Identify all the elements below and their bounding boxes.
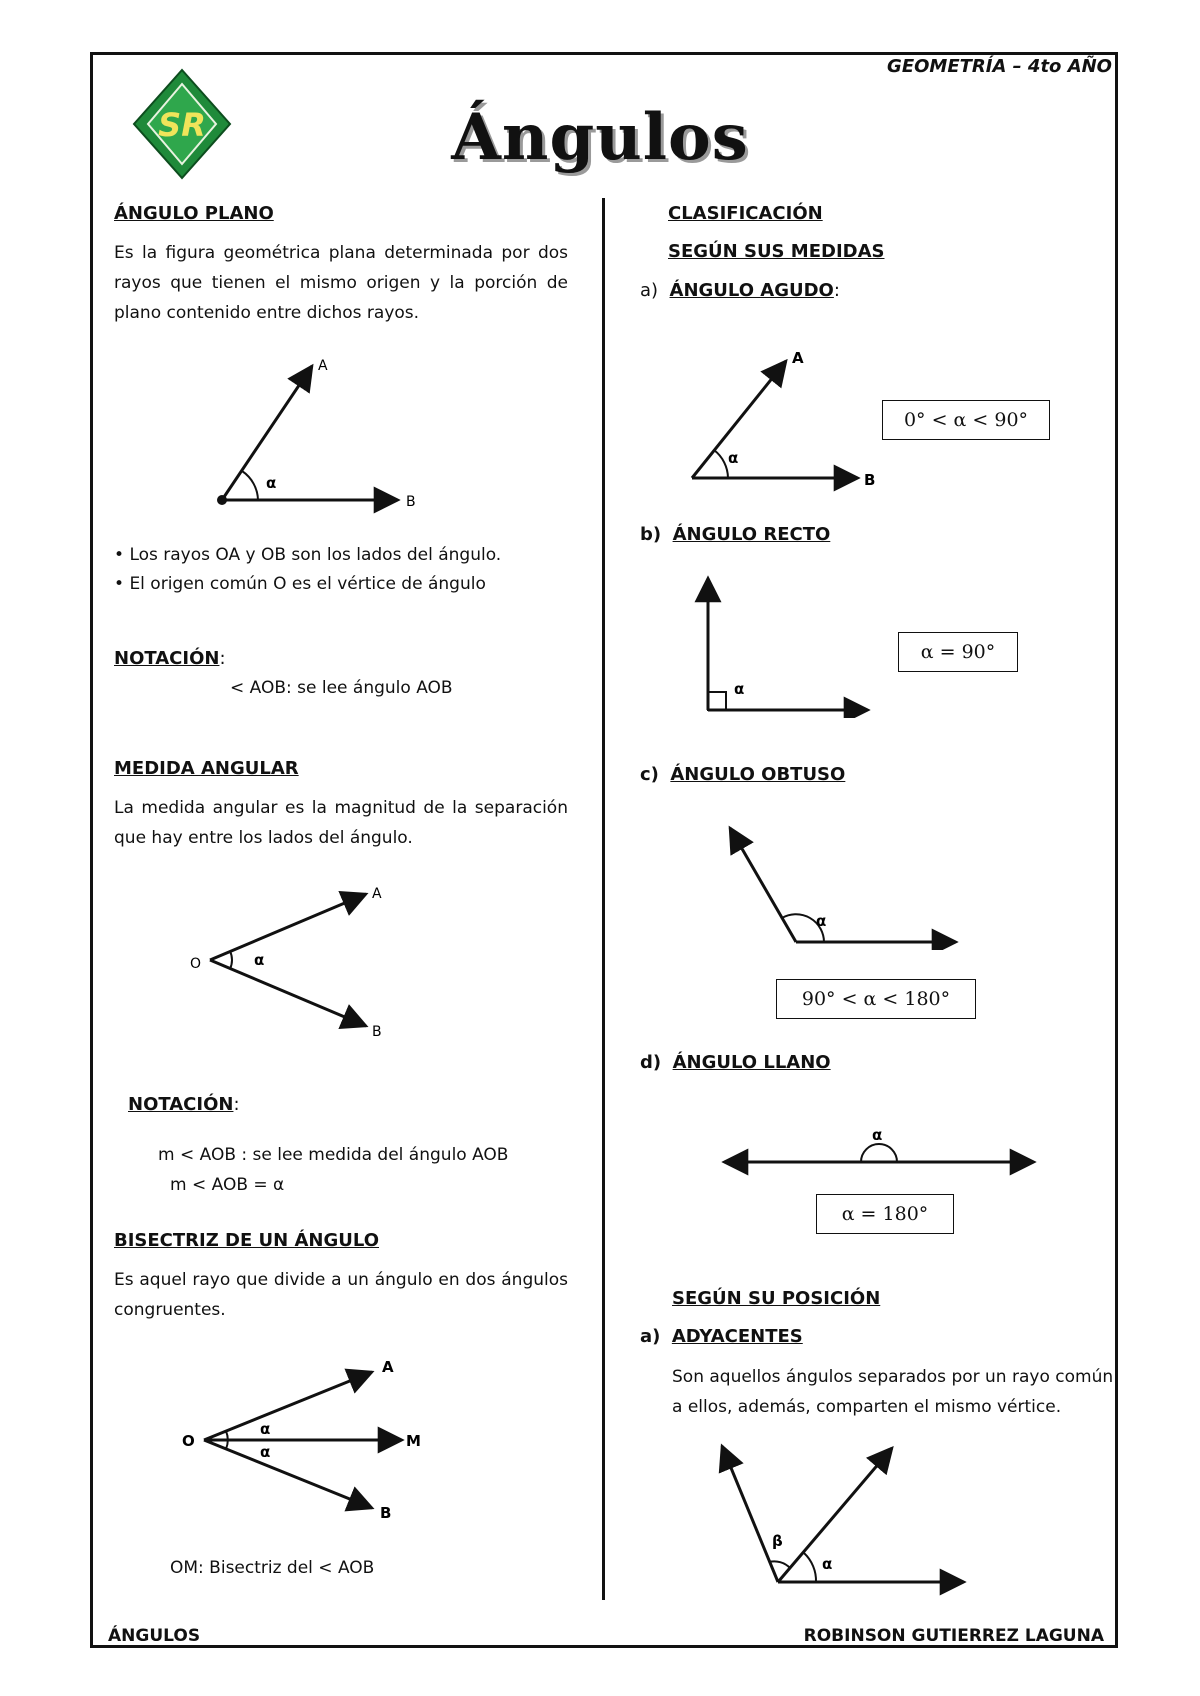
angle-arc-alpha bbox=[804, 1553, 816, 1582]
notation-2-line2: m < AOB = α bbox=[170, 1175, 285, 1195]
paragraph-adyacentes: Son aquellos ángulos separados por un rayo común a ellos, además, comparten el mismo vértice. bbox=[672, 1367, 1114, 1417]
angle-arc bbox=[242, 471, 258, 500]
logo-letters: SR bbox=[158, 106, 206, 144]
figure-obtuse bbox=[720, 820, 970, 950]
formula-straight: α = 180° bbox=[816, 1194, 954, 1234]
label-a: A bbox=[792, 349, 804, 367]
label-alpha: α bbox=[872, 1126, 883, 1144]
label-b: B bbox=[380, 1504, 392, 1522]
subject-header: GEOMETRÍA – 4to AÑO bbox=[887, 56, 1112, 77]
ray-oa bbox=[204, 1372, 372, 1440]
bullet-2: • El origen común O es el vértice de ángulo bbox=[114, 574, 486, 594]
label-alpha: α bbox=[254, 951, 265, 969]
subheading-segun-medidas: SEGÚN SUS MEDIDAS bbox=[668, 241, 885, 262]
notation-2-heading: NOTACIÓN: bbox=[128, 1094, 240, 1115]
footer-right: ROBINSON GUTIERREZ LAGUNA bbox=[803, 1626, 1104, 1646]
figure-angle-plane bbox=[200, 350, 440, 520]
label-a: A bbox=[372, 886, 382, 902]
heading-clasificacion: CLASIFICACIÓN bbox=[668, 203, 823, 224]
caption-bisectriz: OM: Bisectriz del < AOB bbox=[170, 1558, 375, 1578]
label-alpha: α bbox=[816, 912, 827, 930]
label-o: O bbox=[190, 956, 202, 972]
label-b: B bbox=[864, 471, 876, 489]
formula-acute: 0° < α < 90° bbox=[882, 400, 1050, 440]
label-alpha: α bbox=[728, 449, 739, 467]
angle-arc bbox=[230, 951, 232, 969]
notation-2-line1: m < AOB : se lee medida del ángulo AOB bbox=[158, 1145, 509, 1165]
page-title: Ángulos bbox=[451, 100, 749, 175]
label-b: B bbox=[406, 494, 416, 510]
item-b-heading: b) ÁNGULO RECTO bbox=[640, 524, 831, 545]
ray-oa bbox=[210, 894, 366, 960]
angle-arc bbox=[861, 1144, 897, 1162]
label-alpha: α bbox=[266, 474, 277, 492]
formula-right: α = 90° bbox=[898, 632, 1018, 672]
label-a: A bbox=[382, 1358, 394, 1376]
ray-left bbox=[730, 828, 796, 942]
item-d-heading: d) ÁNGULO LLANO bbox=[640, 1052, 831, 1073]
label-alpha-2: α bbox=[260, 1443, 271, 1461]
label-b: B bbox=[372, 1024, 382, 1040]
column-divider bbox=[602, 198, 605, 1600]
ray-middle bbox=[778, 1448, 892, 1582]
formula-obtuse: 90° < α < 180° bbox=[776, 979, 976, 1019]
notation-1-text: < AOB: se lee ángulo AOB bbox=[230, 678, 453, 698]
ray-ob bbox=[210, 960, 366, 1026]
label-a: A bbox=[318, 358, 328, 374]
heading-angulo-plano: ÁNGULO PLANO bbox=[114, 203, 274, 224]
label-m: M bbox=[406, 1432, 421, 1450]
heading-medida-angular: MEDIDA ANGULAR bbox=[114, 758, 299, 779]
notation-1-heading: NOTACIÓN: bbox=[114, 648, 226, 669]
figure-bisector bbox=[170, 1350, 440, 1530]
subheading-segun-posicion: SEGÚN SU POSICIÓN bbox=[672, 1288, 881, 1309]
heading-bisectriz: BISECTRIZ DE UN ÁNGULO bbox=[114, 1230, 380, 1251]
paragraph-medida-angular: La medida angular es la magnitud de la separación que hay entre los lados del ángulo. bbox=[114, 798, 568, 848]
label-o: O bbox=[182, 1432, 195, 1450]
label-alpha-1: α bbox=[260, 1420, 271, 1438]
ray-ob bbox=[204, 1440, 372, 1508]
item-a-heading: a) ÁNGULO AGUDO: bbox=[640, 280, 840, 301]
angle-arc bbox=[714, 450, 728, 478]
figure-right bbox=[690, 568, 890, 718]
paragraph-angulo-plano: Es la figura geométrica plana determinada por dos rayos que tienen el mismo origen y la porción de plano contenido entre dichos rayos. bbox=[114, 243, 568, 323]
figure-adjacent bbox=[710, 1436, 980, 1596]
bullet-1: • Los rayos OA y OB son los lados del ángulo. bbox=[114, 545, 502, 565]
figure-straight bbox=[716, 1122, 1042, 1192]
ray-a bbox=[692, 361, 786, 478]
item-c-heading: c) ÁNGULO OBTUSO bbox=[640, 764, 846, 785]
label-beta: β bbox=[772, 1532, 783, 1550]
adyacentes-heading: a) ADYACENTES bbox=[640, 1326, 803, 1347]
label-alpha: α bbox=[822, 1555, 833, 1573]
right-angle-mark bbox=[708, 692, 726, 710]
footer-left: ÁNGULOS bbox=[108, 1626, 201, 1646]
label-alpha: α bbox=[734, 680, 745, 698]
figure-measure bbox=[180, 880, 420, 1040]
figure-acute bbox=[680, 345, 880, 495]
paragraph-bisectriz: Es aquel rayo que divide a un ángulo en dos ángulos congruentes. bbox=[114, 1270, 568, 1320]
